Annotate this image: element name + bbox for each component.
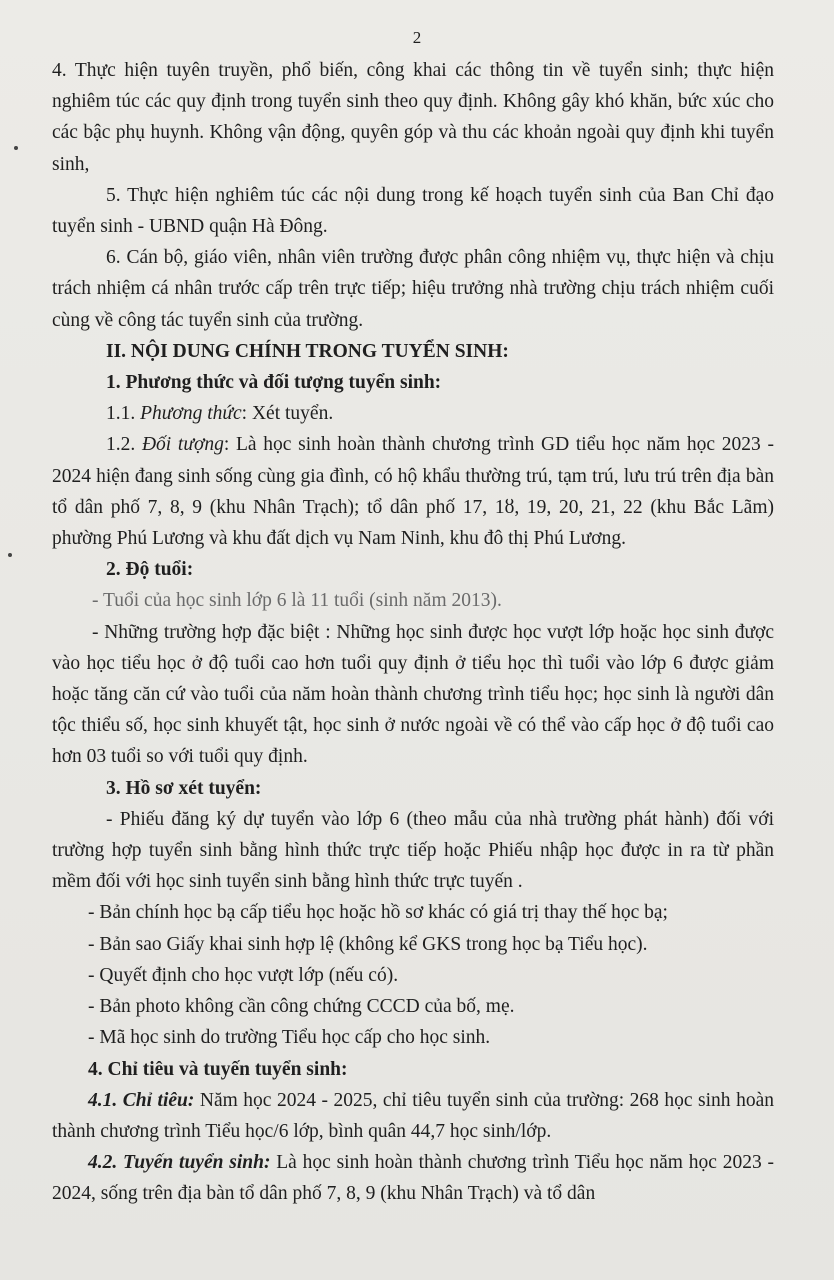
heading-application-file: 3. Hồ sơ xét tuyển: [106, 777, 262, 799]
heading-age: 2. Độ tuổi: [106, 559, 194, 581]
paragraph-item-6: 6. Cán bộ, giáo viên, nhân viên trường được phân công nhiệm vụ, thực hiện và chịu trách nhiệm cá nhân trước cấp trên trực tiếp; hiệu trưởng nhà trường chịu trách nhiệm cuối cùng về công tác tuyển sinh của trường. [52, 247, 774, 331]
scan-speck [14, 146, 18, 150]
list-item-student-code: - Mã học sinh do trường Tiểu học cấp cho học sinh. [88, 1027, 491, 1049]
list-item-registration-form: - Phiếu đăng ký dự tuyển vào lớp 6 (theo mẫu của nhà trường phát hành) đối với trường hợp tuyển sinh bằng hình thức trực tiếp hoặc Phiếu nhập học được in ra từ phần mềm đối với học sinh tuyển sinh bằng hình thức trực tuyến . [52, 808, 774, 893]
heading-method-and-subjects: 1. Phương thức và đối tượng tuyển sinh: [106, 372, 442, 394]
scan-speck [8, 553, 12, 557]
paragraph-item-4: 4. Thực hiện tuyên truyền, phổ biến, công khai các thông tin về tuyển sinh; thực hiện nghiêm túc các quy định trong tuyển sinh theo quy định. Không gây khó khăn, bức xúc cho các bậc phụ huynh. Không vận động, quyên góp và thu các khoản ngoài quy định khi tuyển sinh, [52, 60, 774, 175]
method-label: Phương thức [140, 403, 242, 425]
quota-label: 4.1. Chỉ tiêu: [88, 1089, 195, 1111]
paragraph-subjects: 1.2. Đối tượng: Là học sinh hoàn thành chương trình GD tiểu học năm học 2023 - 2024 hiện đang sinh sống cùng gia đình, có hộ khẩu thường trú, tạm trú, lưu trú trên địa bàn tổ dân phố 7, 8, 9 (khu Nhân Trạch); tổ dân phố 17, 1ȣ, 19, 20, 21, 22 (khu Bắc Lãm) phường Phú Lương và khu đất dịch vụ Nam Ninh, khu đô thị Phú Lương. [52, 434, 774, 550]
subjects-label: Đối tượng [141, 434, 224, 456]
paragraph-item-5: 5. Thực hiện nghiêm túc các nội dung trong kế hoạch tuyển sinh của Ban Chỉ đạo tuyển sinh - UBND quận Hà Đông. [52, 184, 774, 238]
document-body [52, 55, 774, 1210]
section-heading-ii: II. NỘI DUNG CHÍNH TRONG TUYỂN SINH: [106, 340, 509, 362]
paragraph-age-special: - Những trường hợp đặc biệt : Những học sinh được học vượt lớp hoặc học sinh được vào học tiểu học ở độ tuổi cao hơn tuổi quy định ở tiểu học thì tuổi vào lớp 6 được giảm hoặc tăng căn cứ vào tuổi của năm hoàn thành chương trình tiểu học; học sinh là người dân tộc thiểu số, học sinh khuyết tật, học sinh ở nước ngoài về có thể vào cấp học ở độ tuổi cao hơn 03 tuổi so với tuổi quy định. [52, 621, 774, 768]
list-item-transcript: - Bản chính học bạ cấp tiểu học hoặc hồ sơ khác có giá trị thay thế học bạ; [88, 902, 668, 924]
zone-label: 4.2. Tuyến tuyển sinh: [88, 1152, 271, 1174]
paragraph-age-standard: - Tuổi của học sinh lớp 6 là 11 tuổi (sinh năm 2013). [92, 590, 502, 612]
heading-quota-and-zone: 4. Chỉ tiêu và tuyến tuyển sinh: [88, 1058, 348, 1080]
paragraph-method: 1.1. Phương thức: Xét tuyển. [106, 403, 334, 425]
list-item-birth-certificate: - Bản sao Giấy khai sinh hợp lệ (không kể GKS trong học bạ Tiểu học). [88, 933, 648, 955]
paragraph-quota: 4.1. Chỉ tiêu: Năm học 2024 - 2025, chỉ tiêu tuyển sinh của trường: 268 học sinh hoàn thành chương trình Tiểu học/6 lớp, bình quân 44,7 học sinh/lớp. [52, 1089, 774, 1142]
list-item-grade-skip-decision: - Quyết định cho học vượt lớp (nếu có). [88, 964, 399, 986]
paragraph-enrollment-zone: 4.2. Tuyến tuyển sinh: Là học sinh hoàn thành chương trình Tiểu học năm học 2023 - 2024, sống trên địa bàn tổ dân phố 7, 8, 9 (khu Nhân Trạch) và tổ dân [52, 1152, 774, 1205]
page-number: 2 [412, 28, 422, 47]
list-item-parent-id: - Bản photo không cần công chứng CCCD của bố, mẹ. [88, 996, 515, 1018]
